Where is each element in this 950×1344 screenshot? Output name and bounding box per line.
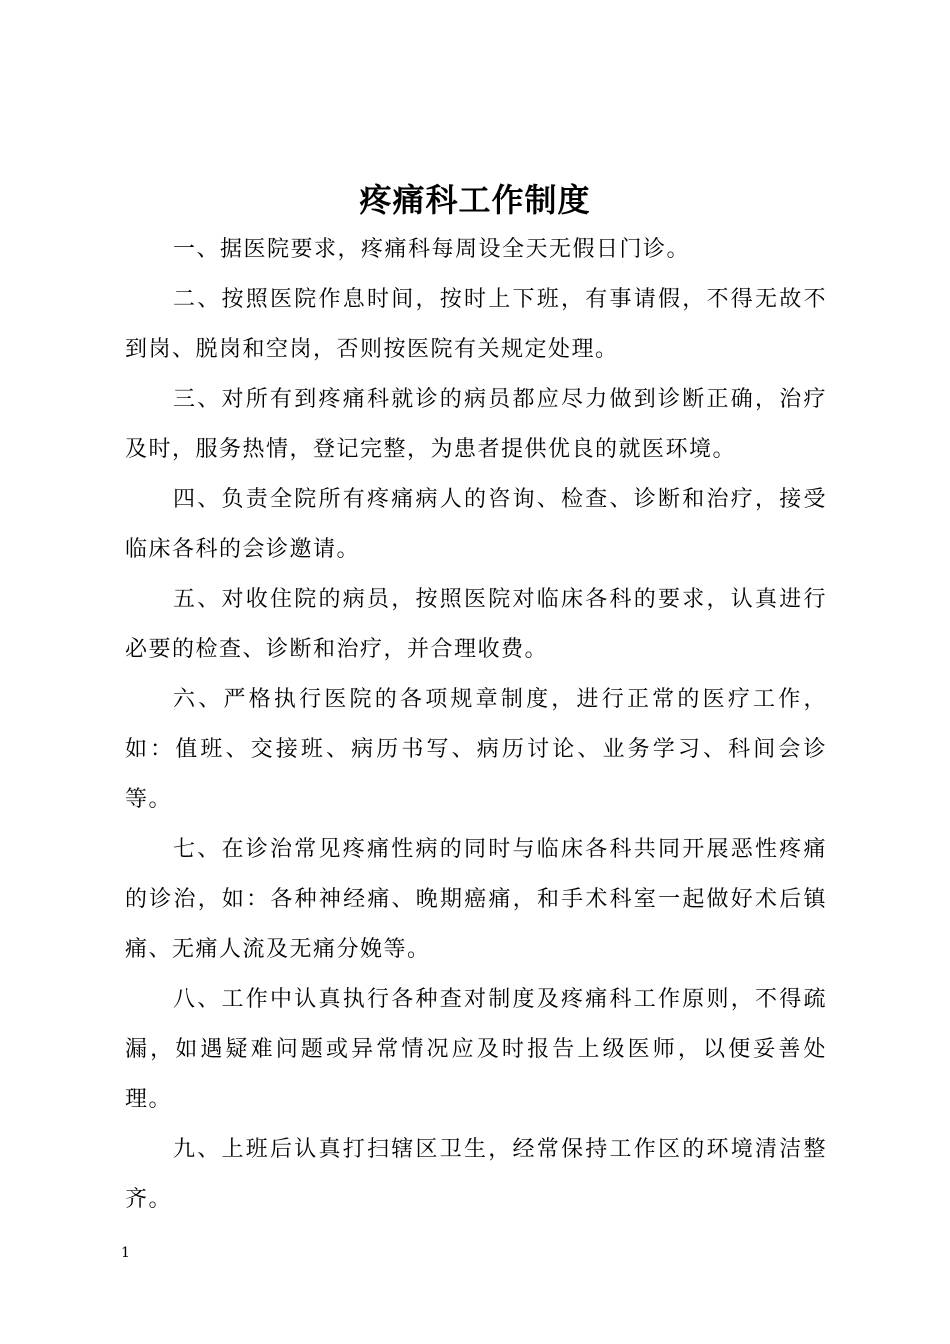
document-body <box>125 225 827 1225</box>
paragraph-1: 一、据医院要求，疼痛科每周设全天无假日门诊。 <box>173 237 691 262</box>
paragraph-4: 四、负责全院所有疼痛病人的咨询、检查、诊断和治疗，接受临床各科的会诊邀请。 <box>125 487 827 562</box>
paragraph-3: 三、对所有到疼痛科就诊的病员都应尽力做到诊断正确，治疗及时，服务热情，登记完整，为患者提供优良的就医环境。 <box>125 387 827 462</box>
paragraph-5: 五、对收住院的病员，按照医院对临床各科的要求，认真进行必要的检查、诊断和治疗，并合理收费。 <box>125 587 827 662</box>
page-number: 1 <box>121 1245 130 1261</box>
paragraph-2: 二、按照医院作息时间，按时上下班，有事请假，不得无故不到岗、脱岗和空岗，否则按医院有关规定处理。 <box>125 287 827 362</box>
paragraph-8: 八、工作中认真执行各种查对制度及疼痛科工作原则，不得疏漏，如遇疑难问题或异常情况应及时报告上级医师，以便妥善处理。 <box>125 987 827 1112</box>
document-title: 疼痛科工作制度 <box>359 181 591 219</box>
paragraph-9: 九、上班后认真打扫辖区卫生，经常保持工作区的环境清洁整齐。 <box>125 1137 827 1212</box>
paragraph-6: 六、严格执行医院的各项规章制度，进行正常的医疗工作，如：值班、交接班、病历书写、病历讨论、业务学习、科间会诊等。 <box>125 687 827 812</box>
paragraph-7: 七、在诊治常见疼痛性病的同时与临床各科共同开展恶性疼痛的诊治，如：各种神经痛、晚期癌痛，和手术科室一起做好术后镇痛、无痛人流及无痛分娩等。 <box>125 837 827 962</box>
